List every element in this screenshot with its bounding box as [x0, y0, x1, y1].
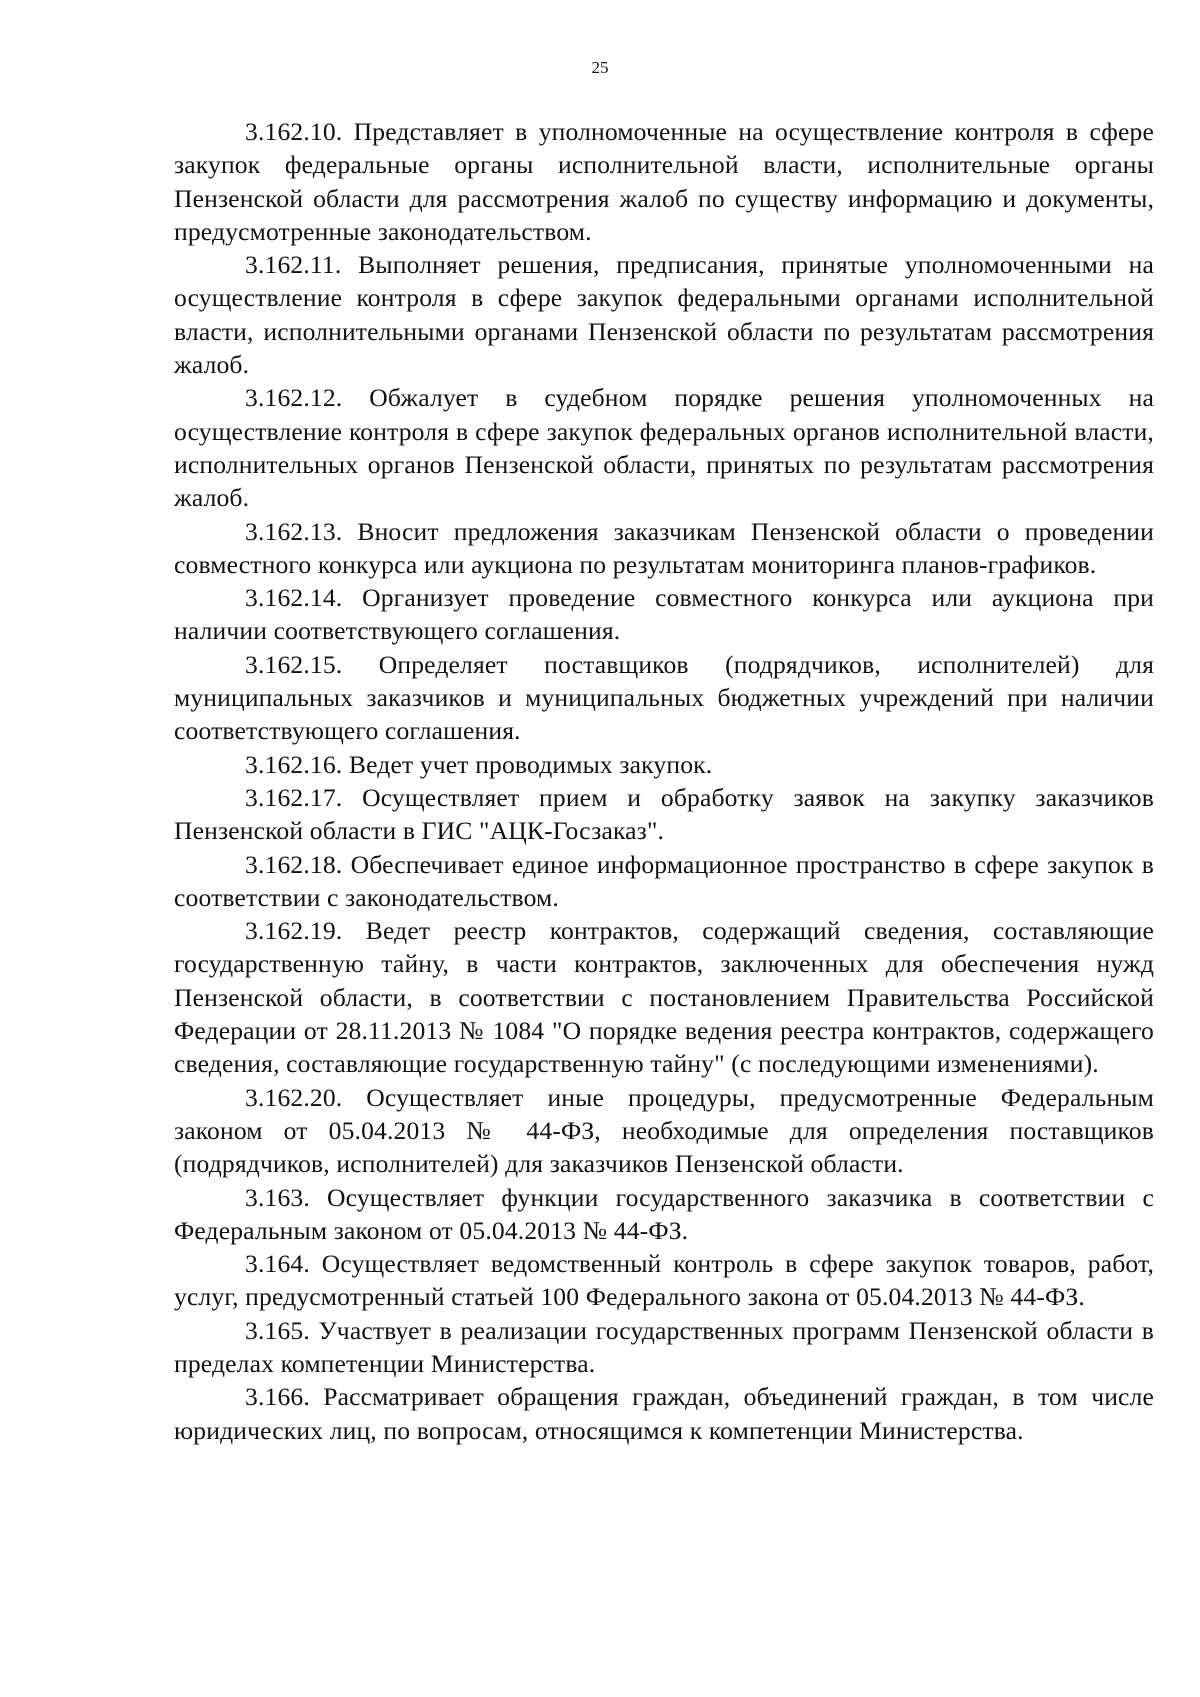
paragraph-3-162-18: 3.162.18. Обеспечивает единое информационное пространство в сфере закупок в соответствии с законодательством.	[174, 849, 1154, 912]
paragraph-3-162-13: 3.162.13. Вносит предложения заказчикам Пензенской области о проведении совместного конкурса или аукциона по результатам мониторинга планов-графиков.	[174, 516, 1154, 579]
page-number: 25	[591, 58, 609, 77]
paragraph-3-162-14: 3.162.14. Организует проведение совместного конкурса или аукциона при наличии соответствующего соглашения.	[174, 583, 1154, 646]
paragraph-3-165: 3.165. Участвует в реализации государственных программ Пензенской области в пределах компетенции Министерства.	[174, 1315, 1154, 1378]
paragraph-3-162-15: 3.162.15. Определяет поставщиков (подрядчиков, исполнителей) для муниципальных заказчиков и муниципальных бюджетных учреждений при наличии соответствующего соглашения.	[174, 649, 1154, 746]
document-body	[174, 115, 1154, 1447]
paragraph-3-164: 3.164. Осуществляет ведомственный контроль в сфере закупок товаров, работ, услуг, предусмотренный статьей 100 Федерального закона от 05.04.2013 № 44-ФЗ.	[174, 1249, 1154, 1312]
paragraph-3-162-17: 3.162.17. Осуществляет прием и обработку заявок на закупку заказчиков Пензенской области в ГИС "АЦК-Госзаказ".	[174, 782, 1154, 846]
paragraph-3-162-19: 3.162.19. Ведет реестр контрактов, содержащий сведения, составляющие государственную тайну, в части контрактов, заключенных для обеспечения нужд Пензенской области, в соответствии с постановлением Правительства Российской Федерации от 28.11.2013 № 1084 "О порядке ведения реестра контрактов, содержащего сведения, составляющие государственную тайну" (с последующими изменениями).	[174, 916, 1154, 1079]
paragraph-3-166: 3.166. Рассматривает обращения граждан, объединений граждан, в том числе юридических лиц, по вопросам, относящимся к компетенции Министерства.	[174, 1382, 1154, 1445]
paragraph-3-163: 3.163. Осуществляет функции государственного заказчика в соответствии с Федеральным законом от 05.04.2013 № 44-ФЗ.	[174, 1182, 1154, 1245]
paragraph-3-162-11: 3.162.11. Выполняет решения, предписания, принятые уполномоченными на осуществление контроля в сфере закупок федеральными органами исполнительной власти, исполнительными органами Пензенской области по результатам рассмотрения жалоб.	[174, 250, 1154, 380]
paragraph-3-162-16: 3.162.16. Ведет учет проводимых закупок.	[245, 749, 713, 779]
paragraph-3-162-10: 3.162.10. Представляет в уполномоченные на осуществление контроля в сфере закупок федеральные органы исполнительной власти, исполнительные органы Пензенской области для рассмотрения жалоб по существу информацию и документы, предусмотренные законодательством.	[174, 117, 1154, 246]
paragraph-3-162-12: 3.162.12. Обжалует в судебном порядке решения уполномоченных на осуществление контроля в сфере закупок федеральных органов исполнительной власти, исполнительных органов Пензенской области, принятых по результатам рассмотрения жалоб.	[174, 383, 1154, 513]
paragraph-3-162-20: 3.162.20. Осуществляет иные процедуры, предусмотренные Федеральным законом от 05.04.2013 № 44-ФЗ, необходимые для определения поставщиков (подрядчиков, исполнителей) для заказчиков Пензенской области.	[174, 1082, 1154, 1179]
